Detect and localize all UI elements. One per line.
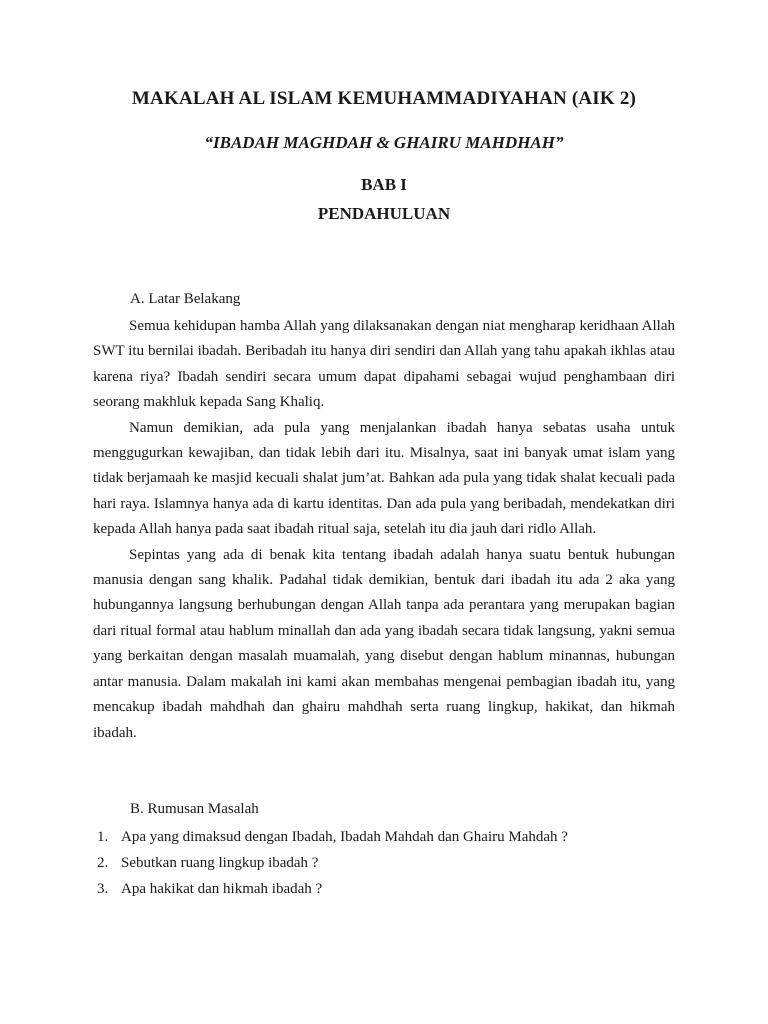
- paragraph-1: Semua kehidupan hamba Allah yang dilaksanakan dengan niat mengharap keridhaan Allah SWT itu bernilai ibadah. Beribadah itu hanya diri sendiri dan Allah yang tahu apakah ikhlas atau karena riya? Ibadah sendiri secara umum dapat dipahami sebagai wujud penghambaan diri seorang makhluk kepada Sang Khaliq.: [93, 318, 675, 411]
- paragraph-2: Namun demikian, ada pula yang menjalankan ibadah hanya sebatas usaha untuk menggugurkan kewajiban, dan tidak lebih dari itu. Misalnya, saat ini banyak umat islam yang tidak berjamaah ke masjid kecuali shalat jum’at. Bahkan ada pula yang tidak shalat kecuali pada hari raya. Islamnya hanya ada di kartu identitas. Dan ada pula yang beribadah, mendekatkan diri kepada Allah hanya pada saat ibadah ritual saja, setelah itu dia jauh dari ridlo Allah.: [93, 419, 675, 538]
- list-number: 3.: [97, 881, 109, 897]
- list-number: 2.: [97, 855, 109, 871]
- list-item: [93, 850, 693, 876]
- list-text: Sebutkan ruang lingkup ibadah ?: [121, 855, 319, 871]
- document-title: MAKALAH AL ISLAM KEMUHAMMADIYAHAN (AIK 2): [131, 88, 637, 109]
- problem-list: [93, 824, 693, 902]
- list-text: Apa hakikat dan hikmah ibadah ?: [121, 881, 323, 897]
- section-a-heading: A. Latar Belakang: [130, 291, 241, 307]
- chapter-number: BAB I: [361, 175, 407, 194]
- section-a-body: [93, 314, 675, 746]
- paragraph-3: Sepintas yang ada di benak kita tentang ibadah adalah hanya suatu bentuk hubungan manusia dengan sang khalik. Padahal tidak demikian, bentuk dari ibadah itu ada 2 aka yang hubungannya langsung berhubungan dengan Allah tanpa ada perantara yang merupakan bagian dari ritual formal atau hablum minallah dan ada yang ibadah secara tidak langsung, yakni semua yang berkaitan dengan masalah muamalah, yang disebut dengan hablum minannas, hubungan antar manusia. Dalam makalah ini kami akan membahas mengenai pembagian ibadah itu, yang mencakup ibadah mahdhah dan ghairu mahdhah serta ruang lingkup, hakikat, dan hikmah ibadah.: [93, 546, 675, 741]
- chapter-title: PENDAHULUAN: [317, 204, 451, 223]
- document-subtitle: “IBADAH MAGHDAH & GHAIRU MAHDHAH”: [204, 133, 564, 152]
- section-b-heading: B. Rumusan Masalah: [130, 801, 259, 817]
- list-text: Apa yang dimaksud dengan Ibadah, Ibadah Mahdah dan Ghairu Mahdah ?: [121, 829, 568, 845]
- list-item: [93, 876, 693, 902]
- list-item: [93, 824, 693, 850]
- list-number: 1.: [97, 829, 109, 845]
